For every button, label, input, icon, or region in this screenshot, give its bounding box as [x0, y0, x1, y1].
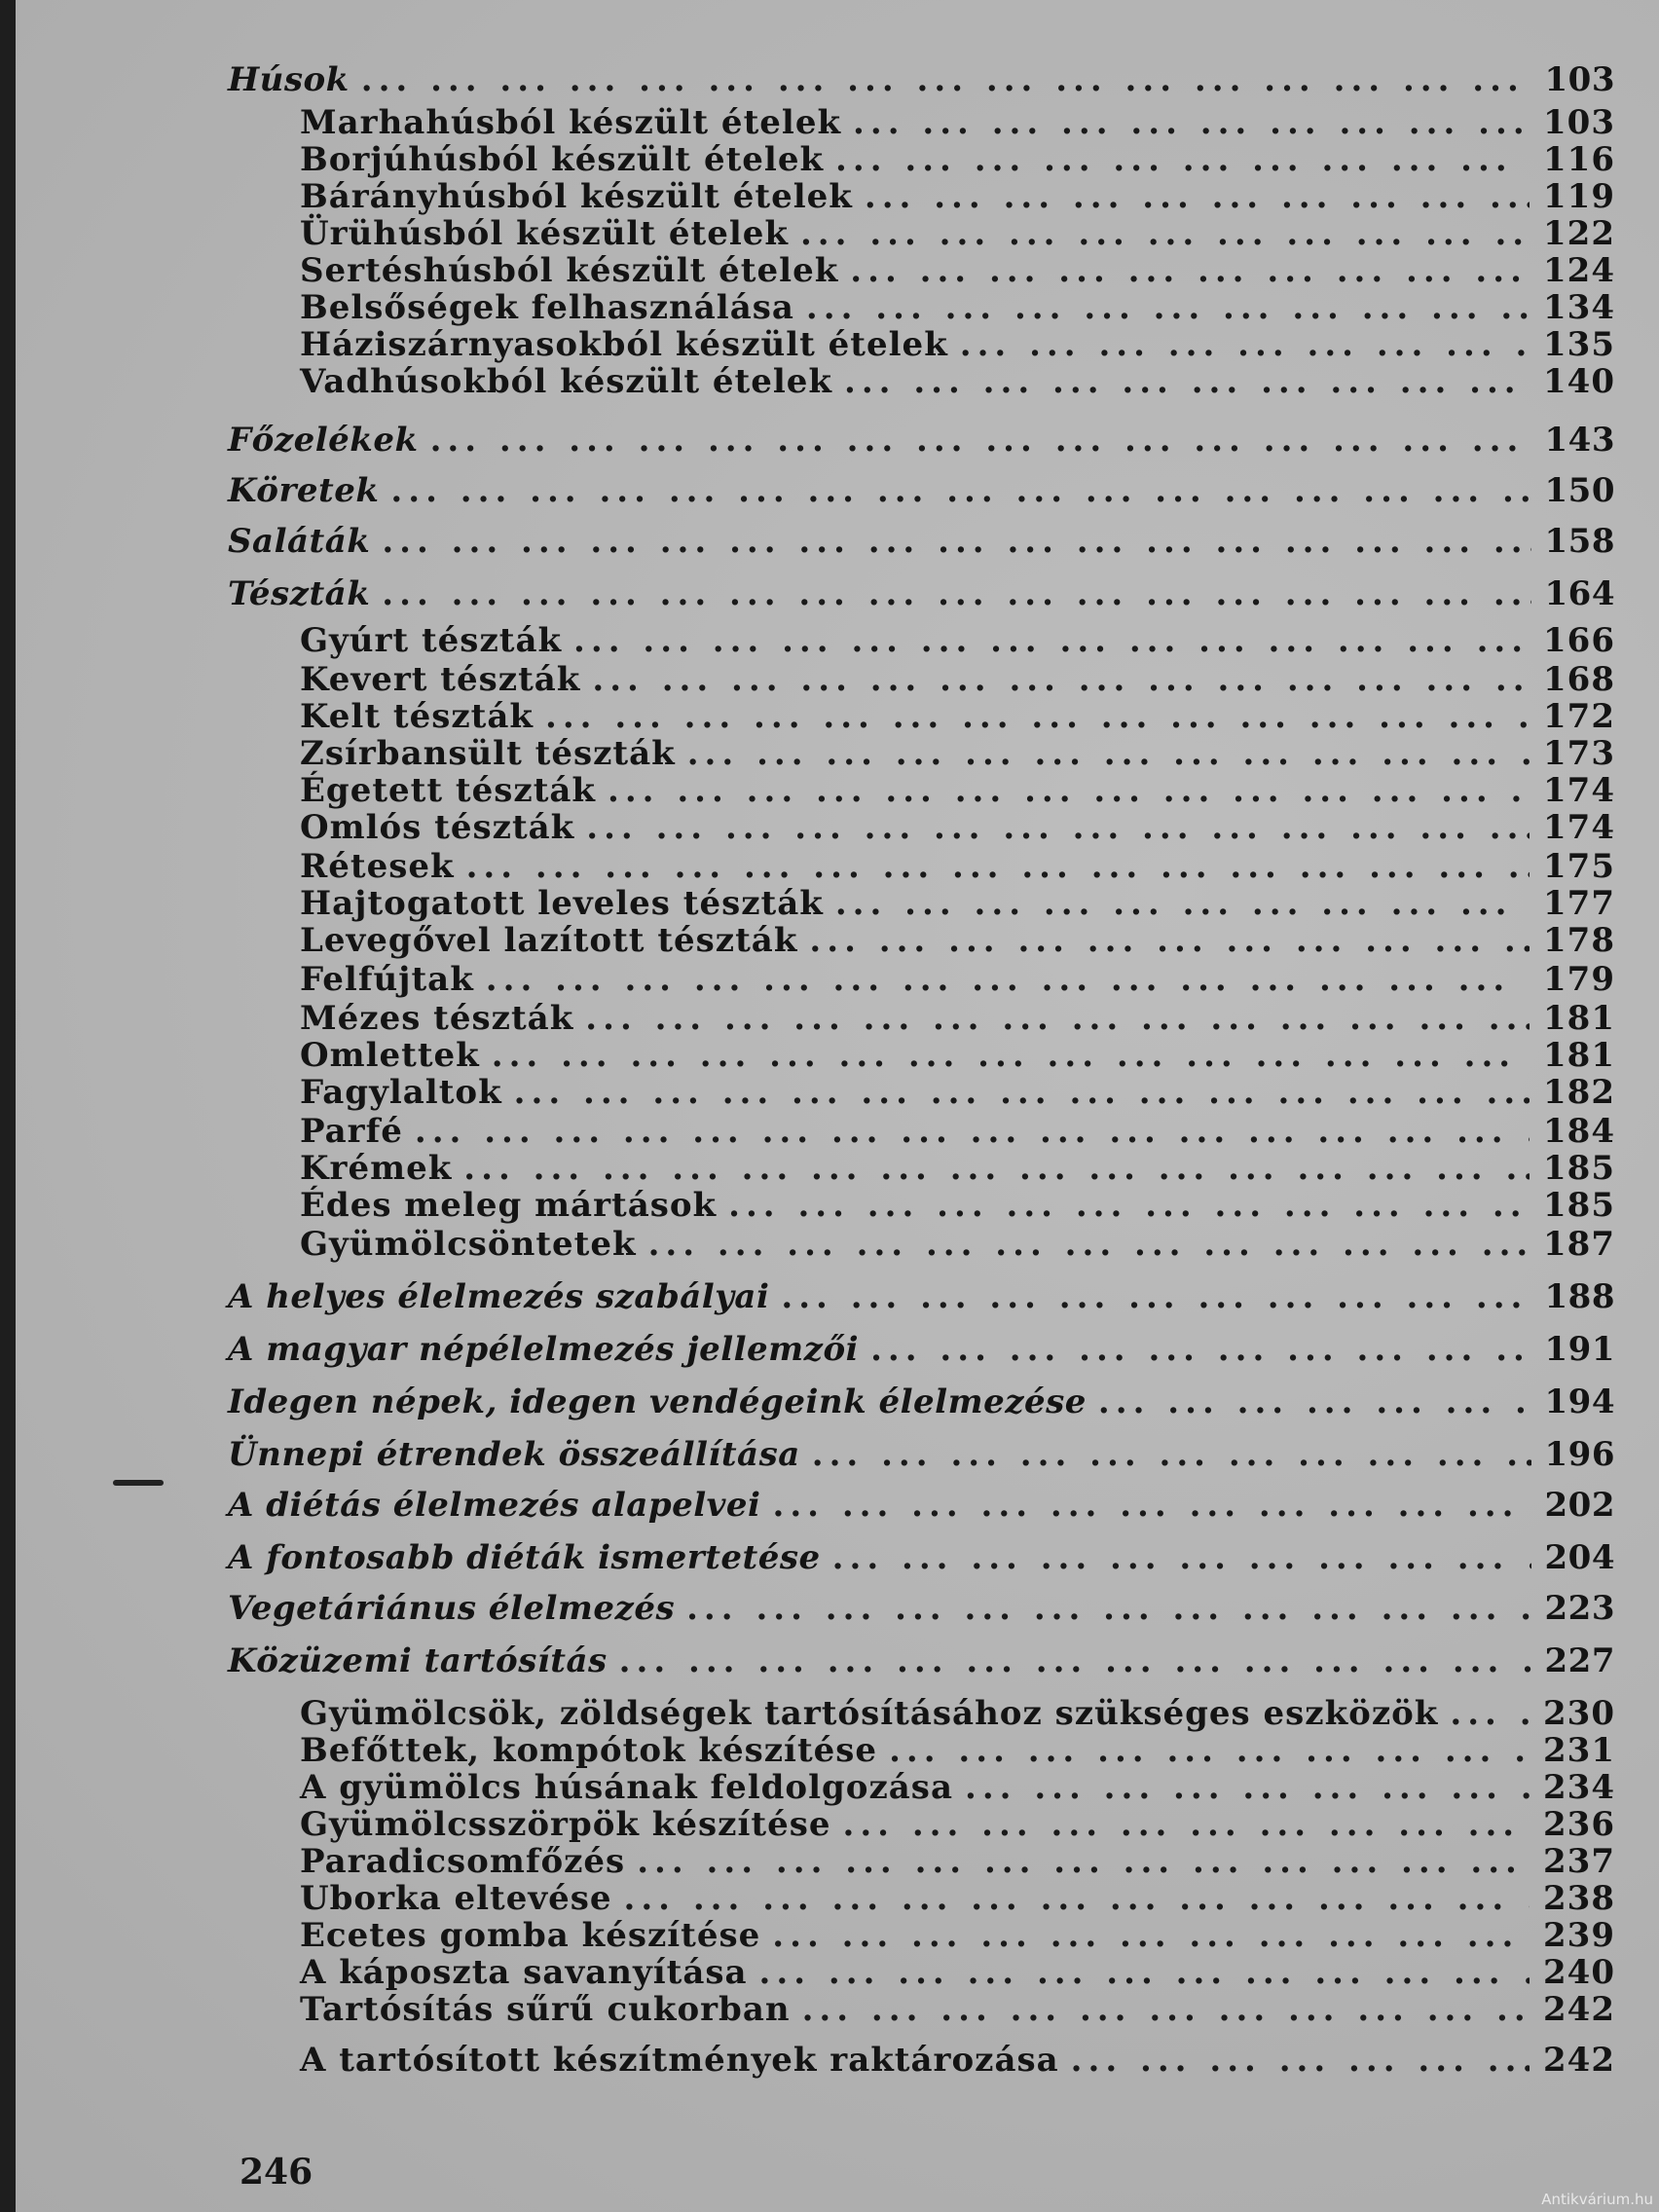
- toc-entry: [300, 660, 1615, 699]
- toc-title: Vadhúsokból készült ételek: [300, 362, 832, 401]
- dot-leader: [889, 1731, 1530, 1770]
- dot-leader: [812, 1435, 1531, 1474]
- dot-leader: [960, 325, 1530, 364]
- toc-title: Kelt tészták: [300, 697, 534, 736]
- dot-leader: [415, 1112, 1530, 1151]
- toc-page-number: 242: [1543, 2041, 1615, 2080]
- toc-title: Tartósítás sűrű cukorban: [300, 1990, 791, 2029]
- toc-title: Ünnepi étrendek összeállítása: [228, 1435, 800, 1474]
- dot-leader: [648, 1225, 1530, 1264]
- dot-leader: [382, 522, 1530, 561]
- toc-entry: [300, 1149, 1615, 1188]
- dot-leader: [850, 251, 1530, 290]
- toc-section: [228, 1486, 1615, 1525]
- toc-title: Háziszárnyasokból készült ételek: [300, 325, 948, 364]
- toc-page-number: 181: [1543, 999, 1615, 1038]
- toc-title: Omlettek: [300, 1036, 480, 1075]
- toc-page-number: 237: [1543, 1842, 1615, 1881]
- dot-leader: [592, 660, 1530, 699]
- dot-leader: [802, 1990, 1530, 2029]
- dot-leader: [486, 960, 1530, 999]
- dot-leader: [361, 60, 1531, 99]
- toc-title: Sertéshúsból készült ételek: [300, 251, 839, 290]
- toc-title: Gyümölcsszörpök készítése: [300, 1805, 831, 1844]
- toc-title: Tészták: [228, 574, 371, 613]
- toc-section: [228, 1538, 1615, 1577]
- toc-section: [228, 1330, 1615, 1369]
- toc-title: Marhahúsból készült ételek: [300, 103, 842, 142]
- toc-title: Gyümölcsöntetek: [300, 1225, 637, 1264]
- toc-title: Omlós tészták: [300, 808, 575, 847]
- toc-page-number: 124: [1543, 251, 1615, 290]
- dot-leader: [687, 734, 1530, 773]
- dot-leader: [608, 771, 1530, 810]
- toc-title: Parfé: [300, 1112, 403, 1151]
- dot-leader: [844, 362, 1530, 401]
- toc-page-number: 242: [1543, 1990, 1615, 2029]
- toc-title: Bárányhúsból készült ételek: [300, 177, 853, 216]
- toc-page-number: 103: [1543, 103, 1615, 142]
- toc-page-number: 202: [1544, 1486, 1615, 1525]
- toc-page-number: 181: [1543, 1036, 1615, 1075]
- toc-section: [228, 1435, 1615, 1474]
- watermark: Antikvárium.hu: [1541, 2191, 1653, 2208]
- toc-title: Húsok: [228, 60, 350, 99]
- book-spine-shadow: [0, 0, 16, 2212]
- toc-page-number: 103: [1544, 60, 1615, 99]
- toc-entry: [300, 140, 1615, 179]
- toc-page-number: 236: [1543, 1805, 1615, 1844]
- toc-entry: [300, 288, 1615, 327]
- toc-title: Fagylaltok: [300, 1073, 502, 1112]
- toc-title: A gyümölcs húsának feldolgozása: [300, 1768, 953, 1807]
- toc-entry: [300, 771, 1615, 810]
- toc-entry: [300, 1225, 1615, 1264]
- toc-entry: [300, 2041, 1615, 2080]
- toc-page-number: 204: [1544, 1538, 1615, 1577]
- dot-leader: [835, 140, 1530, 179]
- toc-title: Hajtogatott leveles tészták: [300, 884, 824, 923]
- toc-page-number: 185: [1543, 1149, 1615, 1188]
- toc-entry: [300, 1731, 1615, 1770]
- toc-section: [228, 471, 1615, 510]
- toc-entry: [300, 1990, 1615, 2029]
- toc-entry: [300, 1694, 1615, 1733]
- dot-leader: [853, 103, 1530, 142]
- toc-entry: [300, 960, 1615, 999]
- toc-page-number: 231: [1543, 1731, 1615, 1770]
- toc-entry: [300, 999, 1615, 1038]
- dot-leader: [842, 1805, 1530, 1844]
- toc-page-number: 178: [1543, 921, 1615, 960]
- toc-title: Zsírbansült tészták: [300, 734, 676, 773]
- toc-page-number: 179: [1543, 960, 1615, 999]
- toc-page-number: 175: [1543, 847, 1615, 886]
- dot-leader: [772, 1486, 1530, 1525]
- toc-entry: [300, 1842, 1615, 1881]
- toc-title: Közüzemi tartósítás: [228, 1641, 608, 1680]
- toc-page-number: 150: [1544, 471, 1615, 510]
- toc-title: Főzelékek: [228, 421, 419, 460]
- toc-section: [228, 1641, 1615, 1680]
- toc-title: A káposzta savanyítása: [300, 1953, 748, 1992]
- dot-leader: [390, 471, 1530, 510]
- toc-page-number: 191: [1544, 1330, 1615, 1369]
- toc-entry: [300, 847, 1615, 886]
- toc-page-number: 164: [1544, 574, 1615, 613]
- ink-mark: [113, 1480, 164, 1486]
- toc-page-number: 227: [1544, 1641, 1615, 1680]
- dot-leader: [1450, 1694, 1530, 1733]
- dot-leader: [463, 1149, 1530, 1188]
- toc-title: Ürühúsból készült ételek: [300, 214, 789, 253]
- toc-entry: [300, 1953, 1615, 1992]
- toc-title: A magyar népélelmezés jellemzői: [228, 1330, 860, 1369]
- toc-title: Vegetáriánus élelmezés: [228, 1589, 676, 1628]
- toc-section: [228, 1277, 1615, 1316]
- book-page: [16, 0, 1659, 2212]
- toc-entry: [300, 1036, 1615, 1075]
- toc-title: Saláták: [228, 522, 371, 561]
- toc-title: Borjúhúsból készült ételek: [300, 140, 825, 179]
- toc-entry: [300, 734, 1615, 773]
- toc-entry: [300, 362, 1615, 401]
- dot-leader: [514, 1073, 1530, 1112]
- toc-title: A diétás élelmezés alapelvei: [228, 1486, 761, 1525]
- toc-section: [228, 1382, 1615, 1421]
- toc-page-number: 238: [1543, 1879, 1615, 1918]
- toc-page-number: 239: [1543, 1916, 1615, 1955]
- toc-page-number: 143: [1544, 421, 1615, 460]
- toc-title: A helyes élelmezés szabályai: [228, 1277, 770, 1316]
- toc-page-number: 166: [1543, 621, 1615, 660]
- toc-entry: [300, 621, 1615, 660]
- dot-leader: [806, 288, 1530, 327]
- toc-entry: [300, 1112, 1615, 1151]
- toc-page-number: 188: [1544, 1277, 1615, 1316]
- toc-page-number: 140: [1543, 362, 1615, 401]
- page-number: 246: [240, 2152, 313, 2193]
- toc-page-number: 187: [1543, 1225, 1615, 1264]
- dot-leader: [759, 1953, 1530, 1992]
- dot-leader: [585, 999, 1530, 1038]
- toc-page-number: 122: [1543, 214, 1615, 253]
- toc-page-number: 168: [1543, 660, 1615, 699]
- toc-entry: [300, 1073, 1615, 1112]
- toc-page-number: 135: [1543, 325, 1615, 364]
- toc-title: A fontosabb diéták ismertetése: [228, 1538, 821, 1577]
- toc-title: Befőttek, kompótok készítése: [300, 1731, 878, 1770]
- toc-entry: [300, 1768, 1615, 1807]
- toc-title: Uborka eltevése: [300, 1879, 612, 1918]
- toc-page-number: 177: [1543, 884, 1615, 923]
- toc-section: [228, 60, 1615, 99]
- dot-leader: [586, 808, 1530, 847]
- toc-page-number: 174: [1543, 808, 1615, 847]
- toc-page-number: 182: [1543, 1073, 1615, 1112]
- dot-leader: [573, 621, 1530, 660]
- toc-title: A tartósított készítmények raktározása: [300, 2041, 1059, 2080]
- toc-page-number: 184: [1543, 1112, 1615, 1151]
- dot-leader: [430, 421, 1531, 460]
- toc-entry: [300, 697, 1615, 736]
- toc-title: Gyümölcsök, zöldségek tartósításához szükséges eszközök: [300, 1694, 1439, 1733]
- toc-page-number: 240: [1543, 1953, 1615, 1992]
- toc-page-number: 196: [1544, 1435, 1615, 1474]
- dot-leader: [545, 697, 1530, 736]
- toc-page-number: 119: [1543, 177, 1615, 216]
- toc-entry: [300, 1916, 1615, 1955]
- toc-entry: [300, 177, 1615, 216]
- dot-leader: [686, 1589, 1530, 1628]
- toc-section: [228, 1589, 1615, 1628]
- dot-leader: [1071, 2041, 1530, 2080]
- dot-leader: [965, 1768, 1530, 1807]
- toc-title: Köretek: [228, 471, 380, 510]
- toc-page-number: 230: [1543, 1694, 1615, 1733]
- dot-leader: [809, 921, 1530, 960]
- dot-leader: [1098, 1382, 1531, 1421]
- toc-title: Paradicsomfőzés: [300, 1842, 626, 1881]
- dot-leader: [619, 1641, 1531, 1680]
- toc-title: Levegővel lazított tészták: [300, 921, 798, 960]
- toc-entry: [300, 1186, 1615, 1225]
- dot-leader: [466, 847, 1530, 886]
- toc-entry: [300, 251, 1615, 290]
- dot-leader: [870, 1330, 1530, 1369]
- toc-title: Felfújtak: [300, 960, 474, 999]
- toc-entry: [300, 1805, 1615, 1844]
- dot-leader: [781, 1277, 1530, 1316]
- toc-section: [228, 522, 1615, 561]
- toc-title: Gyúrt tészták: [300, 621, 563, 660]
- dot-leader: [382, 574, 1530, 613]
- dot-leader: [772, 1916, 1530, 1955]
- toc-page-number: 173: [1543, 734, 1615, 773]
- toc-entry: [300, 884, 1615, 923]
- toc-page-number: 134: [1543, 288, 1615, 327]
- dot-leader: [865, 177, 1530, 216]
- toc-page-number: 223: [1544, 1589, 1615, 1628]
- dot-leader: [492, 1036, 1530, 1075]
- toc-page-number: 158: [1544, 522, 1615, 561]
- toc-entry: [300, 103, 1615, 142]
- toc-title: Rétesek: [300, 847, 455, 886]
- toc-entry: [300, 808, 1615, 847]
- toc-title: Kevert tészták: [300, 660, 581, 699]
- toc-title: Idegen népek, idegen vendégeink élelmezése: [228, 1382, 1087, 1421]
- toc-page-number: 185: [1543, 1186, 1615, 1225]
- dot-leader: [835, 884, 1530, 923]
- toc-title: Édes meleg mártások: [300, 1186, 718, 1225]
- toc-page-number: 174: [1543, 771, 1615, 810]
- toc-title: Égetett tészták: [300, 771, 596, 810]
- toc-entry: [300, 214, 1615, 253]
- toc-section: [228, 421, 1615, 460]
- toc-section: [228, 574, 1615, 613]
- dot-leader: [832, 1538, 1531, 1577]
- toc-page-number: 234: [1543, 1768, 1615, 1807]
- toc-page-number: 116: [1543, 140, 1615, 179]
- toc-page-number: 194: [1544, 1382, 1615, 1421]
- dot-leader: [624, 1879, 1530, 1918]
- toc-entry: [300, 921, 1615, 960]
- toc-title: Belsőségek felhasználása: [300, 288, 794, 327]
- toc-page-number: 172: [1543, 697, 1615, 736]
- dot-leader: [800, 214, 1530, 253]
- dot-leader: [728, 1186, 1530, 1225]
- toc-title: Mézes tészták: [300, 999, 574, 1038]
- toc-title: Krémek: [300, 1149, 453, 1188]
- toc-entry: [300, 1879, 1615, 1918]
- toc-title: Ecetes gomba készítése: [300, 1916, 761, 1955]
- dot-leader: [637, 1842, 1530, 1881]
- toc-entry: [300, 325, 1615, 364]
- table-of-contents: [16, 0, 1659, 2212]
